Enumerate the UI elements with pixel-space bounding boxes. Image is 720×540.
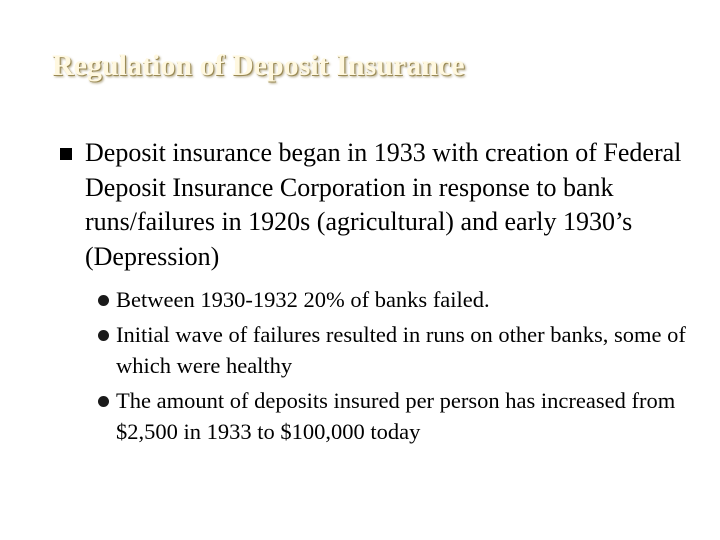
sub-bullet-text: The amount of deposits insured per person has increased from $2,500 in 1933 to $100,000 today [116, 387, 676, 444]
sub-bullet-list [85, 284, 692, 448]
slide-title: Regulation of Deposit Insurance [52, 49, 465, 82]
sub-bullet [85, 284, 692, 316]
sub-bullet-text: Between 1930-1932 20% of banks failed. [116, 287, 490, 312]
sub-bullet-text: Initial wave of failures resulted in runs on other banks, some of which were healthy [116, 321, 686, 378]
sub-bullet [85, 319, 692, 382]
main-bullet [52, 136, 692, 448]
square-bullet-icon [60, 148, 72, 160]
round-bullet-icon [98, 396, 109, 407]
sub-bullet [85, 385, 692, 448]
round-bullet-icon [98, 295, 109, 306]
bullet-list [52, 136, 692, 451]
main-bullet-text: Deposit insurance began in 1933 with creation of Federal Deposit Insurance Corporation in response to bank runs/failures in 1920s (agricultural) and early 1930’s (Depression) [85, 138, 682, 271]
round-bullet-icon [98, 330, 109, 341]
